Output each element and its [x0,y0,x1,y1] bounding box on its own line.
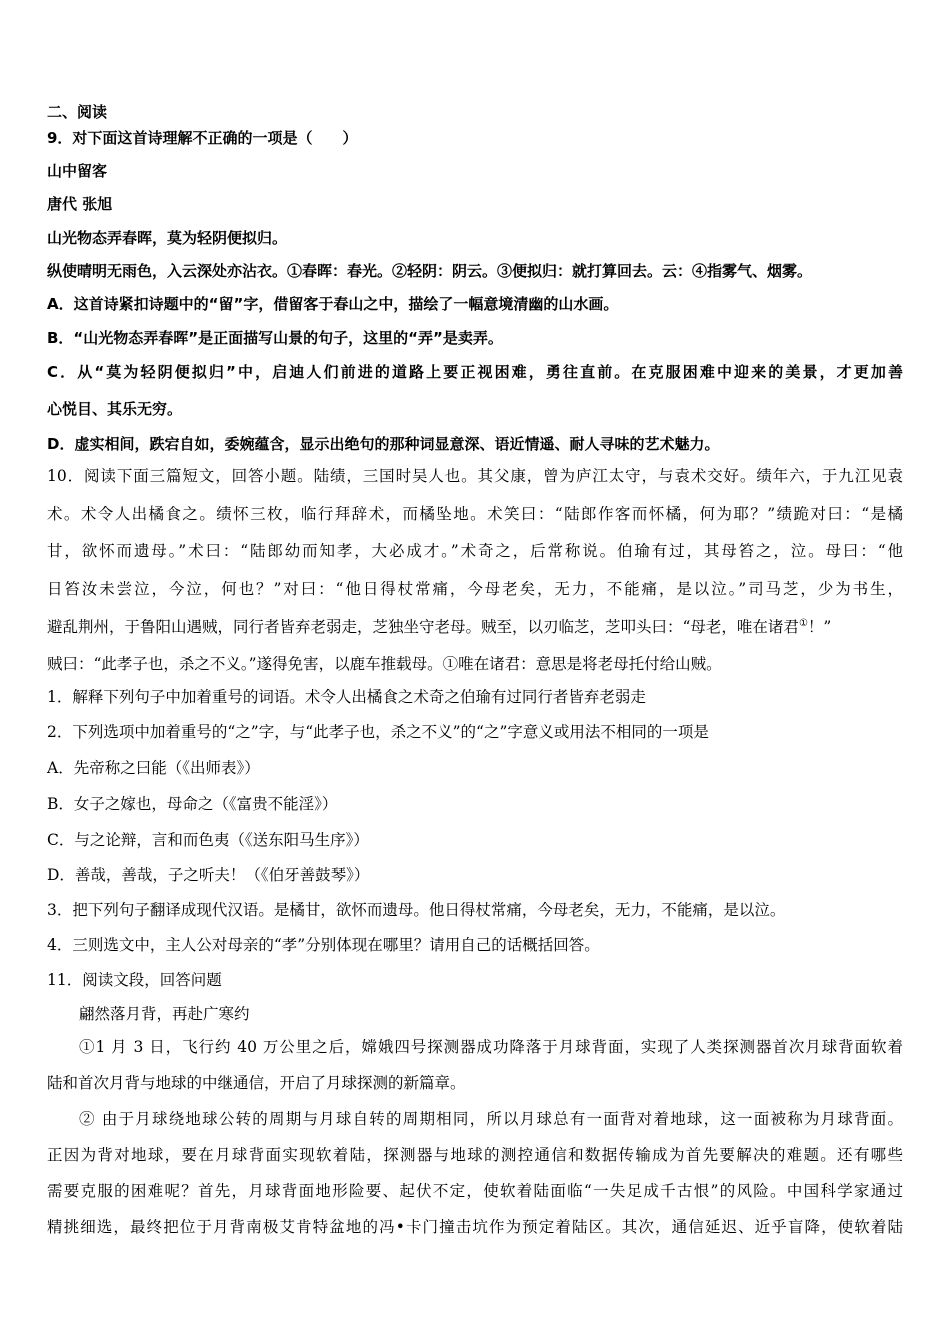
q11-paragraph-2-line-1: ② 由于月球绕地球公转的周期与月球自转的周期相同，所以月球总有一面背对着地球，这一面被称为月球背面。 [79,1110,903,1128]
q10-option-a: A．先帝称之曰能（《出师表》） [47,759,260,777]
q10-passage-line-2: 术。术令人出橘食之。绩怀三枚，临行拜辞术，而橘坠地。术笑曰：“陆郎作客而怀橘，何为耶？”绩跪对曰：“是橘 [47,505,903,523]
q11-stem: 11．阅读文段，回答问题 [47,971,222,989]
q10-subquestion-4: 4．三则选文中，主人公对母亲的“孝”分别体现在哪里？请用自己的话概括回答。 [47,936,600,954]
q11-paragraph-1-line-2: 陆和首次月背与地球的中继通信，开启了月球探测的新篇章。 [47,1074,466,1092]
q9-option-c-line-1: C．从“莫为轻阴便拟归”中，启迪人们前进的道路上要正视困难，勇往直前。在克服困难中迎来的美景，才更加善 [47,363,903,381]
footnote-marker: ① [798,617,808,629]
q10-passage-line-1: 10．阅读下面三篇短文，回答小题。陆绩，三国时吴人也。其父康，曾为庐江太守，与袁术交好。绩年六，于九江见袁 [47,467,903,485]
q9-poem-line-2: 纵使晴明无雨色，入云深处亦沾衣。①春晖：春光。②轻阴：阴云。③便拟归：就打算回去。云：④指雾气、烟雾。 [47,262,813,280]
q10-passage-line-5 [47,617,903,637]
q10-subquestion-2: 2．下列选项中加着重号的“之”字，与“此孝子也，杀之不义”的“之”字意义或用法不相同的一项是 [47,723,709,741]
q9-option-d: D．虚实相间，跌宕自如，委婉蕴含，显示出绝句的那种词显意深、语近情遥、耐人寻味的艺术魅力。 [47,435,720,453]
q10-subquestion-1: 1．解释下列句子中加着重号的词语。术令人出橘食之术奇之伯瑜有过同行者皆弃老弱走 [47,688,646,706]
q9-option-c-line-2: 心悦目、其乐无穷。 [47,400,183,418]
q11-paragraph-2-line-2: 正因为背对地球，要在月球背面实现软着陆，探测器与地球的测控通信和数据传输成为首先要解决的难题。还有哪些 [47,1146,903,1164]
q9-poem-line-1: 山光物态弄春晖，莫为轻阴便拟归。 [47,229,288,247]
q11-paragraph-2-line-3: 需要克服的困难呢？首先，月球背面地形险要、起伏不定，使软着陆面临“一失足成千古恨”的风险。中国科学家通过 [47,1182,903,1200]
q9-poem-title: 山中留客 [47,162,108,180]
q10-passage-line-4: 日笞汝未尝泣，今泣，何也？”对曰：“他日得杖常痛，今母老矣，无力，不能痛，是以泣。”司马芝，少为书生， [47,580,903,598]
section-title: 二、阅读 [47,103,108,121]
q10-option-c: C．与之论辩，言和而色夷（《送东阳马生序》） [47,831,369,849]
q11-article-title: 翩然落月背，再赴广寒约 [79,1005,250,1023]
q9-option-b: B．“山光物态弄春晖”是正面描写山景的句子，这里的“弄”是卖弄。 [47,329,503,347]
q10-option-b: B．女子之嫁也，母命之（《富贵不能淫》） [47,795,338,813]
q10-passage-line-5-text: 避乱荆州，于鲁阳山遇贼，同行者皆弃老弱走，芝独坐守老母。贼至，以刃临芝，芝叩头曰：“母老，唯在诸君 [47,618,799,636]
q11-paragraph-1-line-1: ①1 月 3 日，飞行约 40 万公里之后，嫦娥四号探测器成功降落于月球背面，实现了人类探测器首次月球背面软着 [79,1038,903,1056]
q10-subquestion-3: 3．把下列句子翻译成现代汉语。是橘甘，欲怀而遗母。他日得杖常痛，今母老矣，无力，不能痛，是以泣。 [47,901,786,919]
q10-passage-line-5-end: ！” [807,618,832,636]
q10-passage-line-3: 甘，欲怀而遗母。”术曰：“陆郎幼而知孝，大必成才。”术奇之，后常称说。伯瑜有过，其母笞之，泣。母曰：“他 [47,542,903,560]
q9-poem-author: 唐代 张旭 [47,195,113,213]
q11-paragraph-2-line-4: 精挑细选，最终把位于月背南极艾肯特盆地的冯•卡门撞击坑作为预定着陆区。其次，通信延迟、近乎盲降，使软着陆 [47,1218,903,1236]
q10-option-d: D．善哉，善哉，子之听夫！（《伯牙善鼓琴》） [47,866,370,884]
q9-option-a: A．这首诗紧扣诗题中的“留”字，借留客于春山之中，描绘了一幅意境清幽的山水画。 [47,295,619,313]
q9-stem: 9．对下面这首诗理解不正确的一项是（ ） [47,129,358,147]
q10-passage-line-6: 贼曰：“此孝子也，杀之不义。”遂得免害，以鹿车推载母。①唯在诸君：意思是将老母托付给山贼。 [47,655,722,673]
